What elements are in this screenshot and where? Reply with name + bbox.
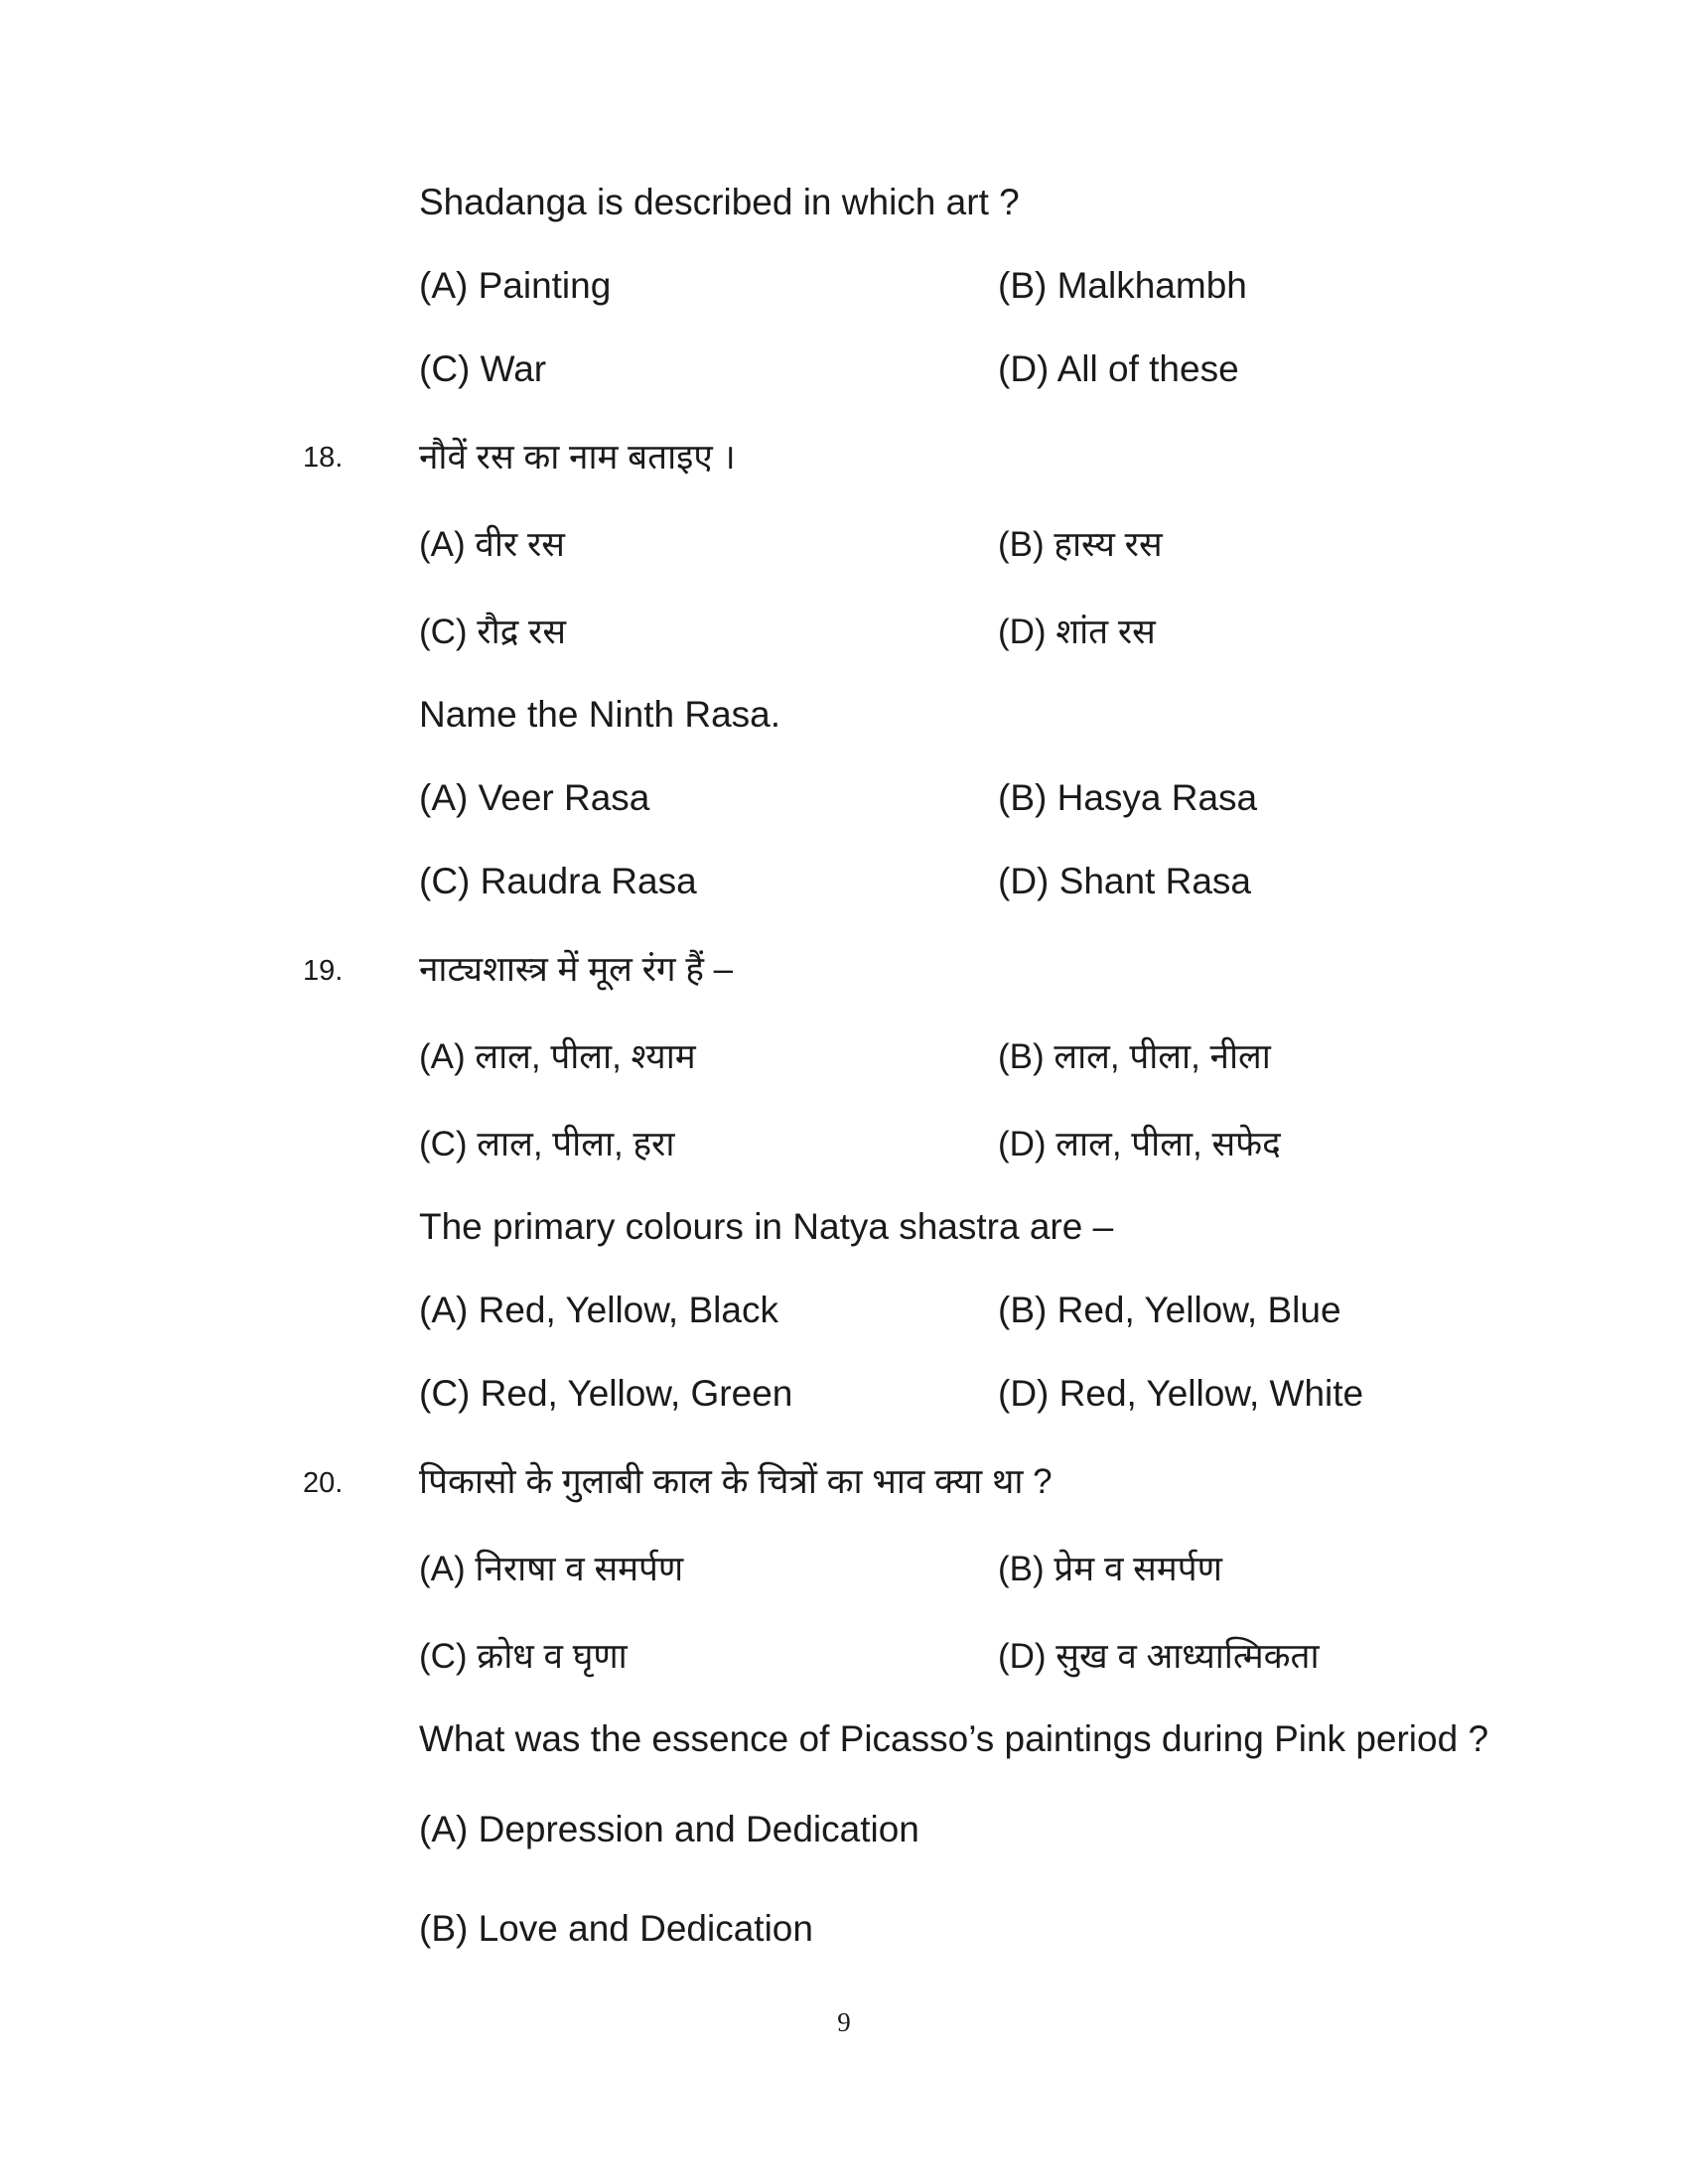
q17-option-c: (C) War xyxy=(419,348,547,389)
q20-option-hi-d: (D) सुख व आध्यात्मिकता xyxy=(998,1637,1320,1676)
q19-option-c: (C) Red, Yellow, Green xyxy=(419,1373,793,1414)
q18-option-a: (A) Veer Rasa xyxy=(419,777,650,818)
q19-option-d: (D) Red, Yellow, White xyxy=(998,1373,1364,1414)
q19-option-hi-a: (A) लाल, पीला, श्याम xyxy=(419,1037,696,1076)
q19-option-hi-b: (B) लाल, पीला, नीला xyxy=(998,1037,1271,1076)
q20-option-b: (B) Love and Dedication xyxy=(419,1908,813,1949)
q18-text-en: Name the Ninth Rasa. xyxy=(419,694,781,735)
q18-option-c: (C) Raudra Rasa xyxy=(419,861,697,901)
q18-number: 18. xyxy=(303,442,344,474)
q19-text-hi: नाट्यशास्त्र में मूल रंग हैं – xyxy=(419,950,734,989)
q20-text-hi: पिकासो के गुलाबी काल के चित्रों का भाव क्या था ? xyxy=(419,1462,1053,1501)
q18-option-hi-a: (A) वीर रस xyxy=(419,525,565,564)
q20-option-a: (A) Depression and Dedication xyxy=(419,1809,919,1849)
q19-option-b: (B) Red, Yellow, Blue xyxy=(998,1290,1341,1330)
q19-number: 19. xyxy=(303,955,344,987)
q18-option-b: (B) Hasya Rasa xyxy=(998,777,1258,818)
page-number: 9 xyxy=(837,2007,851,2037)
q19-option-a: (A) Red, Yellow, Black xyxy=(419,1290,778,1330)
q18-text-hi: नौवें रस का नाम बताइए । xyxy=(419,438,736,477)
q17-text-en: Shadanga is described in which art ? xyxy=(419,182,1020,222)
q20-text-en: What was the essence of Picasso’s paintings during Pink period ? xyxy=(419,1718,1489,1759)
q20-option-hi-c: (C) क्रोध व घृणा xyxy=(419,1637,628,1676)
q17-option-a: (A) Painting xyxy=(419,265,612,306)
q20-option-hi-a: (A) निराषा व समर्पण xyxy=(419,1550,684,1588)
q17-option-b: (B) Malkhambh xyxy=(998,265,1247,306)
q20-option-hi-b: (B) प्रेम व समर्पण xyxy=(998,1550,1222,1588)
q18-option-hi-b: (B) हास्य रस xyxy=(998,525,1163,564)
q17-option-d: (D) All of these xyxy=(998,348,1239,389)
q19-option-hi-c: (C) लाल, पीला, हरा xyxy=(419,1125,675,1163)
q19-text-en: The primary colours in Natya shastra are – xyxy=(419,1206,1114,1247)
q18-option-hi-c: (C) रौद्र रस xyxy=(419,613,566,651)
q19-option-hi-d: (D) लाल, पीला, सफेद xyxy=(998,1125,1281,1163)
q18-option-hi-d: (D) शांत रस xyxy=(998,613,1156,651)
q18-option-d: (D) Shant Rasa xyxy=(998,861,1251,901)
q20-number: 20. xyxy=(303,1467,344,1499)
